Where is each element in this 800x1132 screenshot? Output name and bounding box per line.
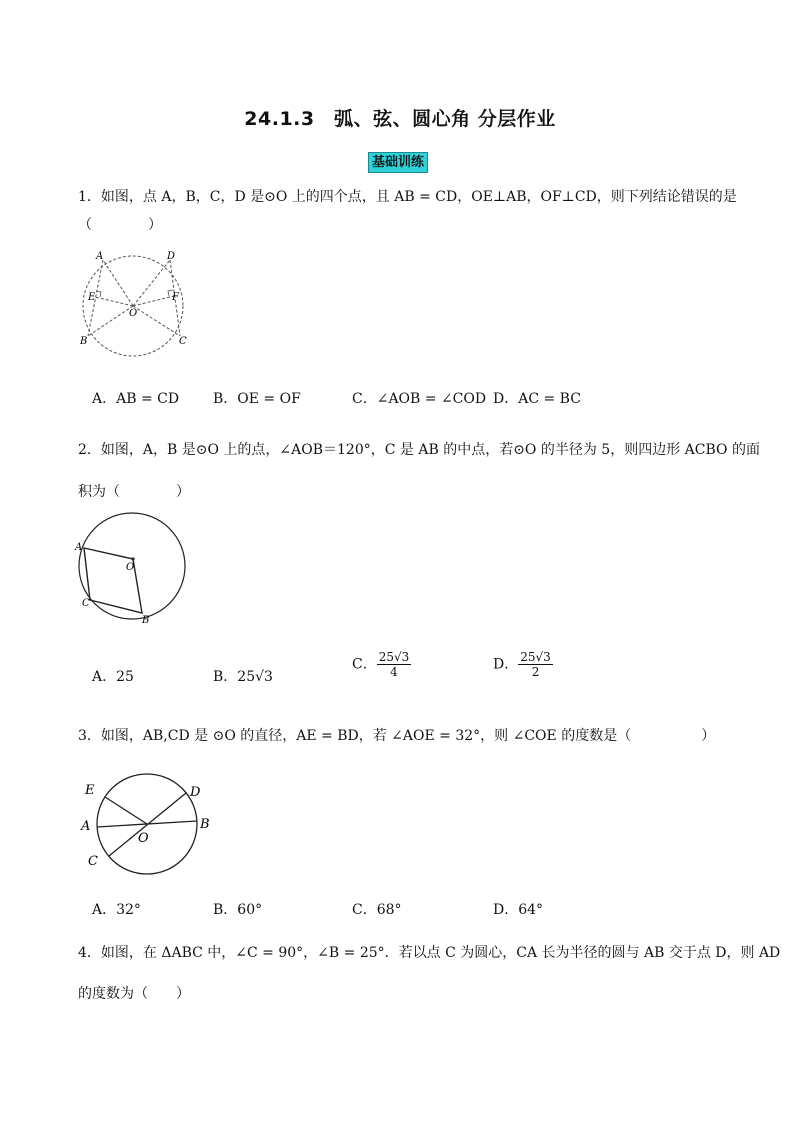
q2-option-c-den: 4 — [390, 665, 398, 679]
q3-option-a[interactable]: A．32° — [92, 902, 141, 918]
q3-option-c[interactable]: C．68° — [352, 902, 402, 918]
q3-label-a: A — [81, 819, 91, 834]
q1-seg-oa — [103, 260, 133, 306]
section-badge: 基础训练 — [368, 152, 428, 173]
q2-label-o: O — [126, 562, 135, 573]
q4-blank: 的度数为（ ） — [78, 986, 190, 1002]
q2-label-a: A — [75, 542, 83, 553]
q2-label-b: B — [142, 615, 150, 626]
q2-option-d-den: 2 — [531, 665, 540, 679]
q3-radius-oe — [105, 797, 147, 824]
q3-figure — [80, 770, 220, 876]
q3-label-b: B — [200, 817, 210, 832]
q3-label-e: E — [85, 783, 95, 798]
q1-seg-od — [133, 260, 170, 306]
q2-center-dot — [131, 557, 134, 560]
q2-option-c[interactable] — [352, 650, 411, 679]
q2-option-d[interactable] — [493, 650, 553, 679]
q1-figure — [76, 248, 196, 358]
q2-text: 2．如图，A，B 是⊙O 上的点，∠AOB＝120°，C 是 AB 的中点，若⊙O 的半径为 5，则四边形 ACBO 的面 — [78, 442, 760, 458]
q3-label-d: D — [190, 785, 201, 800]
q1-seg-ob — [88, 306, 133, 336]
q1-label-c: C — [179, 336, 187, 347]
q2-option-a[interactable]: A．25 — [92, 669, 134, 685]
q2-option-c-prefix: C． — [352, 656, 377, 673]
q1-label-f: F — [172, 292, 179, 303]
q1-seg-oe — [95, 297, 133, 306]
q2-option-d-num: 25√3 — [520, 650, 551, 664]
q1-blank: （ ） — [78, 217, 162, 233]
q1-seg-of — [133, 296, 174, 306]
q1-option-c[interactable]: C．∠AOB = ∠COD — [352, 391, 487, 407]
q2-figure — [74, 510, 194, 630]
q1-option-a[interactable]: A．AB = CD — [92, 391, 180, 407]
q3-label-o: O — [138, 831, 149, 846]
q3-diameter-cd — [109, 793, 186, 856]
q3-option-d[interactable]: D．64° — [493, 902, 544, 918]
q1-option-b[interactable]: B．OE = OF — [213, 391, 301, 407]
q3-option-b[interactable]: B．60° — [213, 902, 263, 918]
q3-text: 3．如图，AB,CD 是 ⊙O 的直径，AE = BD，若 ∠AOE = 32°，则 ∠COE 的度数是（ ） — [78, 728, 716, 744]
q2-blank: 积为（ ） — [78, 484, 190, 500]
q1-label-e: E — [88, 292, 96, 303]
q2-option-c-fraction — [377, 650, 412, 679]
q1-label-o: O — [129, 308, 138, 319]
q2-option-d-fraction — [518, 650, 553, 679]
q1-seg-oc — [133, 306, 180, 336]
q2-option-b[interactable]: B．25√3 — [213, 669, 273, 685]
q2-option-c-num: 25√3 — [378, 650, 410, 664]
q1-option-d[interactable]: D．AC = BC — [493, 391, 581, 407]
q3-label-c: C — [88, 854, 98, 869]
q1-text: 1．如图，点 A，B，C，D 是⊙O 上的四个点，且 AB = CD，OE⊥AB，OF⊥CD，则下列结论错误的是 — [78, 189, 737, 205]
q1-label-a: A — [96, 251, 104, 262]
q2-label-c: C — [82, 598, 90, 609]
q2-option-d-prefix: D． — [493, 656, 519, 673]
page-title: 24.1.3 弧、弦、圆心角 分层作业 — [244, 108, 556, 130]
q4-text: 4．如图，在 ΔABC 中，∠C = 90°，∠B = 25°．若以点 C 为圆心，CA 长为半径的圆与 AB 交于点 D，则 AD — [78, 945, 781, 961]
q1-label-d: D — [167, 251, 176, 262]
q1-label-b: B — [80, 336, 88, 347]
